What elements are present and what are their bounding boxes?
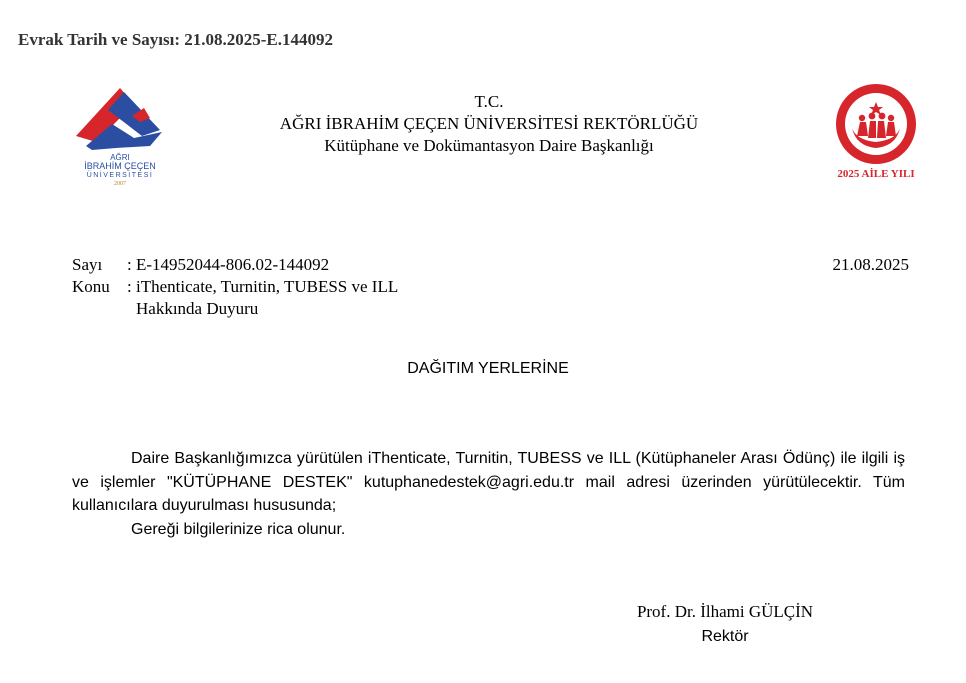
konu-label: Konu [72, 277, 110, 296]
meta-sayi-row [72, 254, 398, 276]
logo-text-agri: AĞRI [110, 153, 130, 162]
emblem-caption: 2025 AİLE YILI [837, 168, 915, 180]
letter-body [72, 447, 905, 541]
body-paragraph-1: Daire Başkanlığımızca yürütülen iThenticate, Turnitin, TUBESS ve ILL (Kütüphaneler Arası Ödünç) ile ilgili iş ve işlemler "KÜTÜPHANE DESTEK" kutuphanedestek@agri.edu.tr mail adresi üzerinden yürütülecektir. Tüm kullanıcılara duyurulması hususunda; [72, 450, 905, 514]
konu-value-line1: iThenticate, Turnitin, TUBESS ve ILL [136, 277, 399, 296]
sayi-label: Sayı [72, 255, 103, 274]
signature-block [612, 599, 838, 649]
document-date: 21.08.2025 [832, 255, 909, 274]
sayi-colon: : [127, 255, 132, 274]
meta-konu-row [72, 276, 398, 298]
document-meta [72, 254, 398, 320]
logo-text-year: 2007 [114, 181, 126, 187]
logo-text-name: İBRAHİM ÇEÇEN [84, 161, 156, 171]
sayi-value: E-14952044-806.02-144092 [136, 255, 330, 274]
header-line-tc: T.C. [474, 92, 504, 111]
logo-text-uni: ÜNİVERSİTESİ [86, 172, 154, 179]
header-line-university: AĞRI İBRAHİM ÇEÇEN ÜNİVERSİTESİ REKTÖRLÜĞÜ [279, 114, 699, 133]
signatory-name: Prof. Dr. İlhami GÜLÇİN [636, 602, 814, 621]
header-line-department: Kütüphane ve Dokümantasyon Daire Başkanlığı [324, 136, 654, 155]
body-paragraph-2: Gereği bilgilerinize rica olunur. [131, 520, 346, 538]
letterhead [200, 91, 778, 157]
recipient: DAĞITIM YERLERİNE [407, 360, 569, 377]
signatory-title: Rektör [701, 628, 749, 645]
document-reference: Evrak Tarih ve Sayısı: 21.08.2025-E.144092 [18, 30, 334, 49]
university-logo-icon [72, 86, 168, 188]
konu-value-line2: Hakkında Duyuru [136, 299, 259, 318]
family-year-emblem-icon [826, 80, 926, 186]
konu-colon: : [127, 277, 132, 296]
